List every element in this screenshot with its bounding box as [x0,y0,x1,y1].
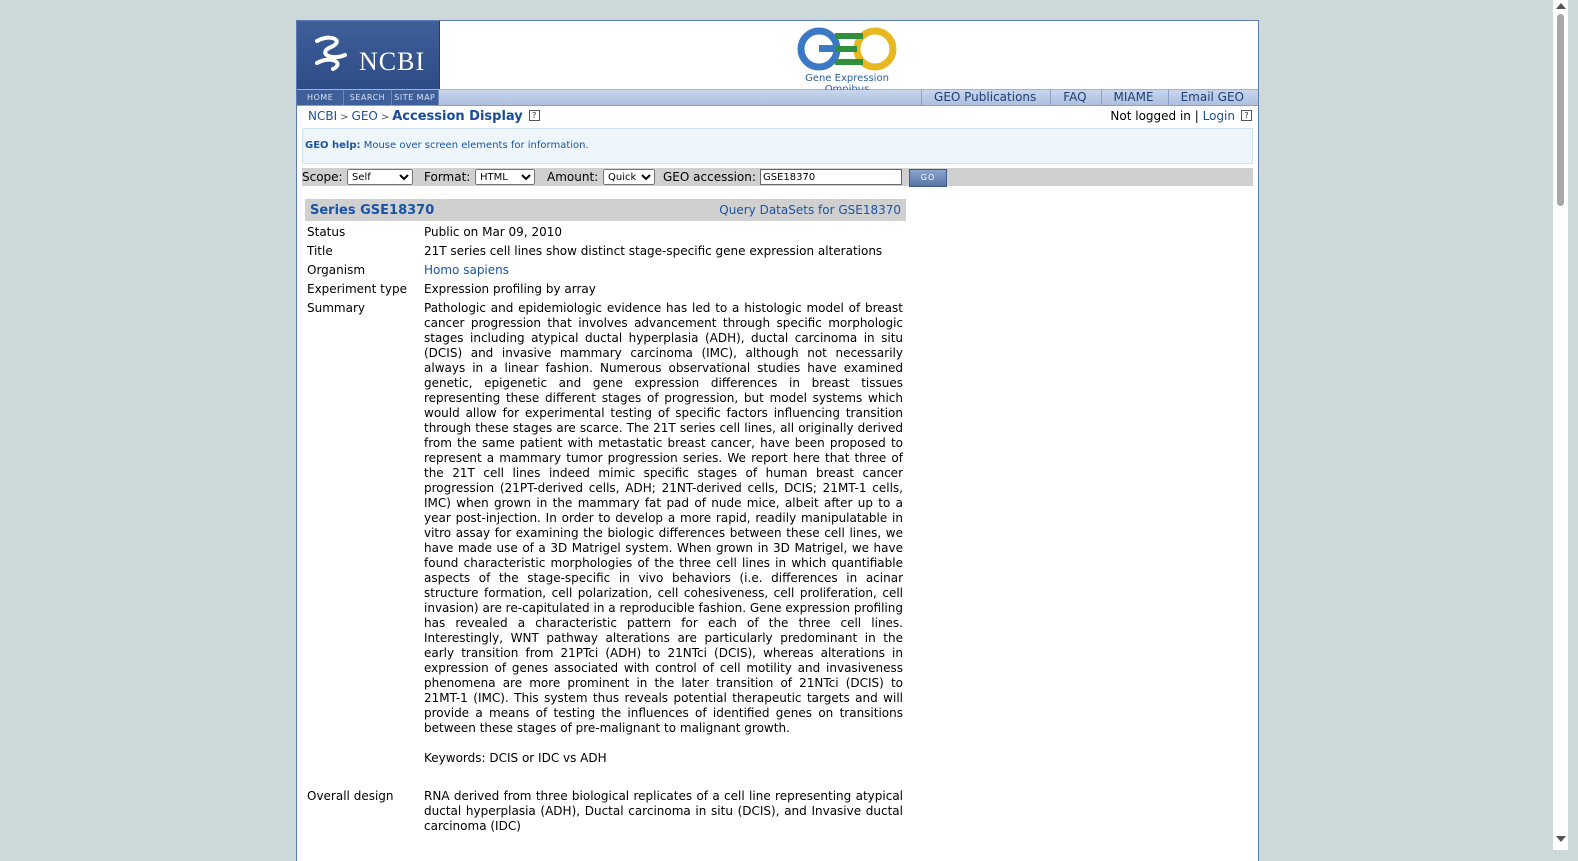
scroll-down-arrow-icon[interactable] [1556,836,1566,842]
breadcrumb [308,109,540,124]
nav-search-link[interactable]: SEARCH [344,90,391,105]
series-row-experiment-type [305,282,906,297]
breadcrumb-geo[interactable]: GEO [351,109,378,123]
page-scrollbar[interactable] [1553,0,1568,850]
series-row-status [305,225,906,240]
login-link[interactable]: Login [1202,109,1235,123]
format-label: Format: [424,170,471,184]
experiment-type-key: Experiment type [307,282,407,296]
nav-geo-publications-link[interactable]: GEO Publications [921,90,1050,105]
experiment-type-value: Expression profiling by array [424,282,596,296]
summary-key: Summary [307,301,365,315]
organism-value-cell [424,263,903,278]
geo-help-box [302,128,1253,164]
series-row-overall-design [305,789,906,834]
amount-label: Amount: [547,170,599,184]
summary-value: Pathologic and epidemiologic evidence has led to a histologic model of breast cancer progression that involves advancement through specific morphologic stages including atypical ductal hyperplasia (ADH), ductal carcinoma in situ (DCIS) and invasive mammary carcinoma (IMC), although not necessarily always in a linear fashion. Numerous observational studies have examined genetic, epigenetic and gene expression differences in breast tissues representing these different stages of progression, but model systems which would allow for experimental testing of specific factors influencing transition through these stages are scarce. The 21T series cell lines, all originally derived from the same patient with metastatic breast cancer, have been proposed to represent a mammary tumor progression series. We report here that three of the 21T cell lines indeed mimic specific stages of human breast cancer progression (21PT-derived cells, ADH; 21NT-derived cells, DCIS; 21MT-1 cells, IMC) when grown in the mammary fat pad of nude mice, albeit after up to a year post-injection. In order to develop a more rapid, readily manipulatable in vitro assay for examining the biologic differences between these cell lines, we have made use of a 3D Matrigel system. When grown in 3D Matrigel, we have found characteristic morphologies of the three cell lines in which quantifiable aspects of the stage-specific in vivo behaviors (i.e. differences in acinar structure formation, cell polarization, cell cohesiveness, cell proliferation, cell invasion) are re-capitulated in a reproducible fashion. Gene expression profiling has revealed a characteristic pattern for each of the three cell lines. Interestingly, WNT pathway alterations are particularly predominant in the early transition from 21PTci (ADH) to 21NTci (DCIS), whereas alterations in expression of genes associated with control of cell motility and invasiveness phenomena are more prominent in the later transition of 21NTci (DCIS) to 21MT-1 (IMC). This system thus reveals potential therapeutic targets and will provide a means of testing the influences of identified genes on transitions between these stages of pre-malignant to malignant growth. [424,301,903,735]
breadcrumb-ncbi[interactable]: NCBI [308,109,338,123]
ncbi-logo-text: NCBI [359,47,426,76]
series-row-summary [305,301,906,766]
organism-key: Organism [307,263,366,277]
series-row-title [305,244,906,259]
page-header [297,21,1258,90]
status-value: Public on Mar 09, 2010 [424,225,562,239]
nav-email-geo-link[interactable]: Email GEO [1168,90,1258,105]
geo-nav [921,90,1258,105]
go-button[interactable]: GO [909,169,947,187]
geo-logo-icon [777,25,917,73]
geo-logo[interactable] [777,25,917,87]
title-key: Title [307,244,333,258]
series-row-organism [305,263,906,278]
scroll-up-arrow-icon[interactable] [1556,3,1566,9]
series-header [305,199,906,221]
status-key: Status [307,225,346,239]
title-value: 21T series cell lines show distinct stage-specific gene expression alterations [424,244,883,258]
ncbi-helix-icon [311,33,351,73]
nav-home-link[interactable]: HOME [297,90,344,105]
nav-faq-link[interactable]: FAQ [1050,90,1100,105]
format-select[interactable] [475,169,535,185]
login-help-icon[interactable]: ? [1241,110,1252,121]
accession-label: GEO accession: [663,170,756,184]
scope-select[interactable] [347,169,413,185]
overall-design-value: RNA derived from three biological replicates of a cell line representing atypical ductal hyperplasia (ADH), Ductal carcinoma in situ (DCIS), and Invasive ductal carcinoma (IDC) [424,789,903,833]
summary-keywords: Keywords: DCIS or IDC vs ADH [424,751,607,765]
geo-help-text: Mouse over screen elements for information. [363,140,589,151]
amount-select[interactable] [603,169,655,185]
breadcrumb-row [297,106,1258,128]
breadcrumb-sep: > [380,112,390,123]
query-bar [302,168,1253,186]
auth-divider: | [1194,109,1199,123]
series-title: Series GSE18370 [310,203,435,218]
ncbi-nav [297,90,439,105]
auth-status [1110,109,1252,123]
geo-page [296,20,1259,861]
organism-link[interactable]: Homo sapiens [424,263,510,277]
summary-cell [424,301,903,766]
series-table [305,199,906,834]
overall-design-key: Overall design [307,789,394,803]
nav-bar [297,90,1258,106]
scrollbar-thumb[interactable] [1557,14,1564,206]
query-datasets-link[interactable]: Query DataSets for GSE18370 [719,203,901,217]
accession-input[interactable] [760,169,902,185]
login-status-text: Not logged in [1110,109,1191,123]
geo-help-label: GEO help: [305,140,361,151]
nav-sitemap-link[interactable]: SITE MAP [392,90,439,105]
scope-label: Scope: [302,170,343,184]
nav-miame-link[interactable]: MIAME [1101,90,1168,105]
geo-subtitle: Gene Expression [805,73,889,84]
breadcrumb-current: Accession Display [392,109,523,124]
ncbi-logo[interactable] [297,21,440,89]
breadcrumb-sep: > [340,112,349,123]
help-question-icon[interactable]: ? [529,110,540,121]
